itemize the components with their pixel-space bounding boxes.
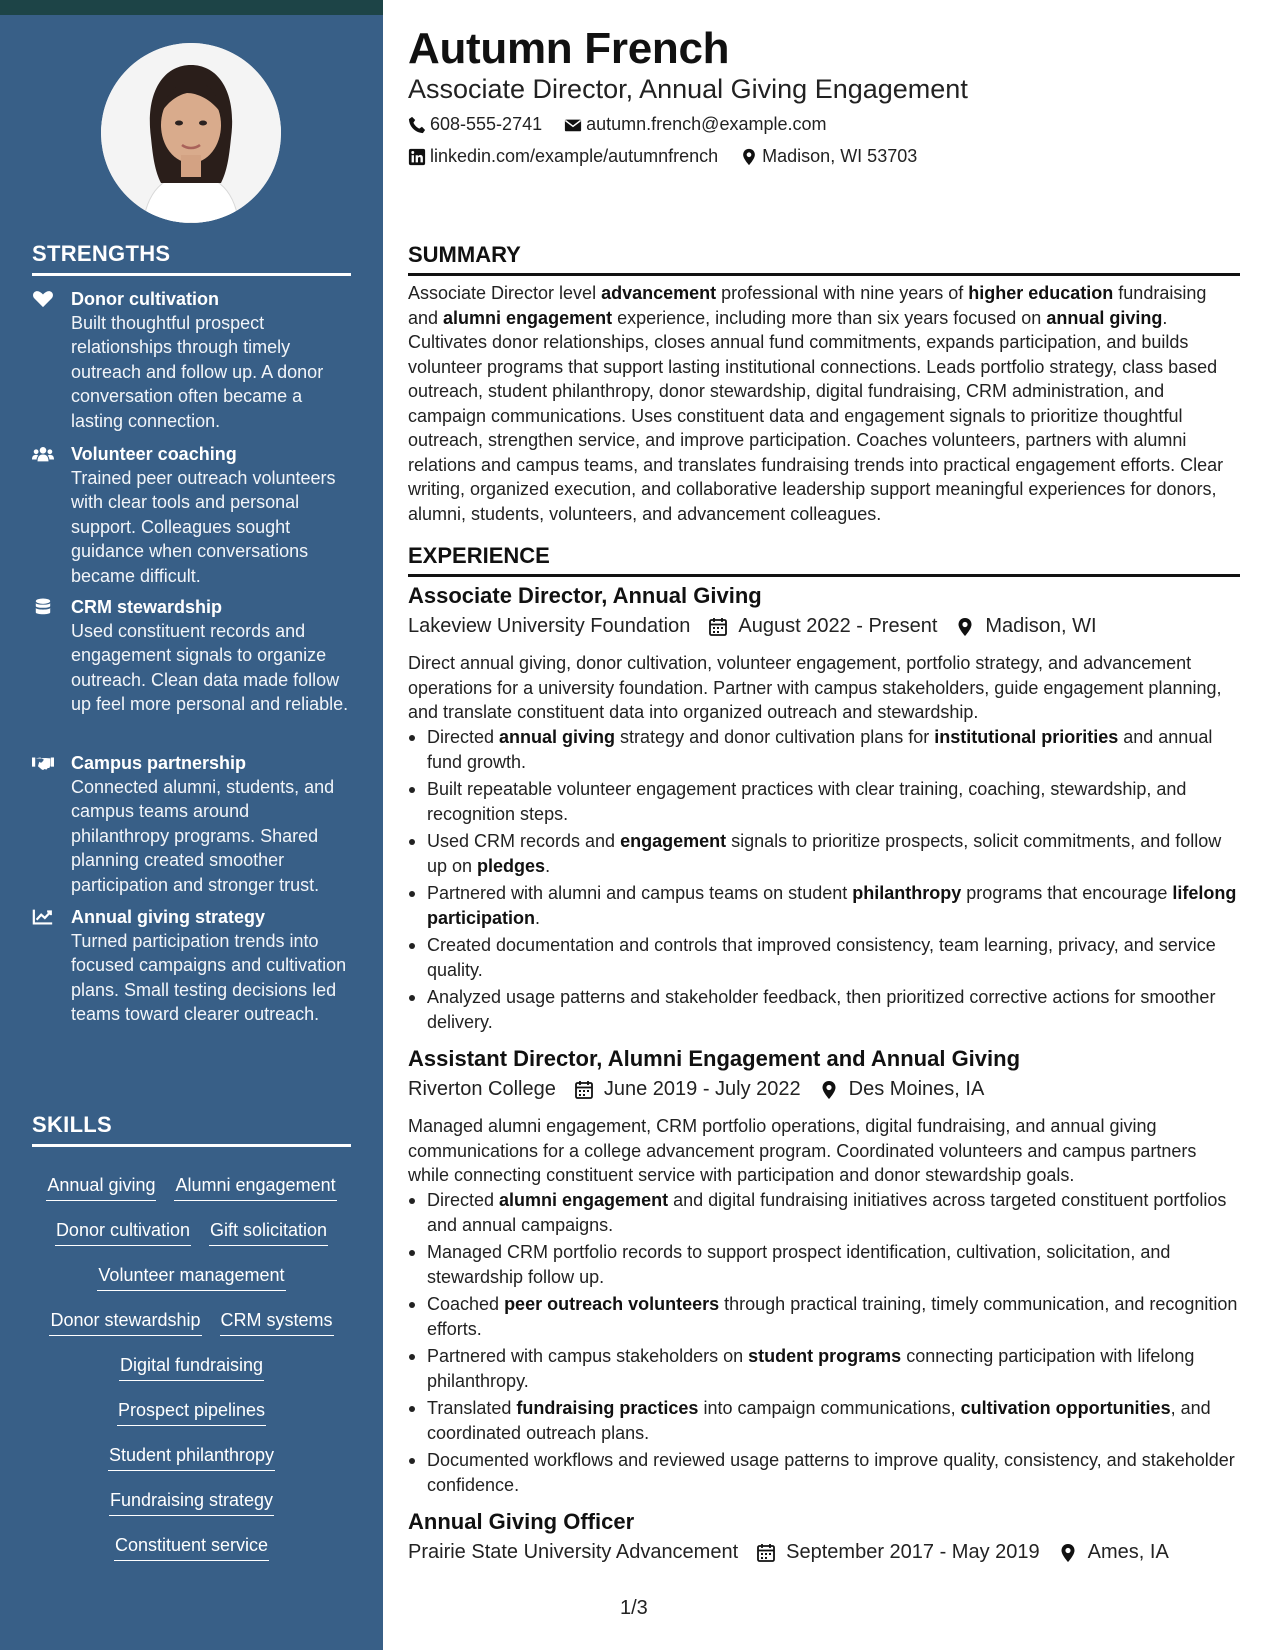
body-text: Documented workflows and reviewed usage patterns to improve quality, consistency, and stakeholder confidence. bbox=[427, 1450, 1235, 1495]
job-org: Prairie State University Advancement bbox=[408, 1541, 739, 1563]
body-text: signals to prioritize prospects, solicit commitments, and follow up on bbox=[427, 831, 1222, 876]
emphasis-text: engagement bbox=[620, 831, 727, 851]
job-title: Annual Giving Officer bbox=[408, 1509, 635, 1534]
skill-tag: Prospect pipelines bbox=[117, 1398, 266, 1426]
job-title: Assistant Director, Alumni Engagement and Annual Giving bbox=[408, 1046, 1021, 1071]
chart-line-icon bbox=[32, 908, 54, 926]
job-dates bbox=[574, 1078, 801, 1101]
emphasis-text: peer outreach volunteers bbox=[504, 1294, 720, 1314]
emphasis-text: philanthropy bbox=[852, 883, 962, 903]
emphasis-text: higher education bbox=[968, 283, 1114, 303]
body-text: Created documentation and controls that improved consistency, team learning, privacy, and service quality. bbox=[427, 935, 1216, 980]
job-dates bbox=[756, 1541, 1040, 1564]
strength-title: Donor cultivation bbox=[71, 289, 219, 309]
heart-icon bbox=[32, 290, 54, 308]
strength-item bbox=[32, 287, 352, 433]
map-pin-icon bbox=[955, 617, 975, 637]
emphasis-text: pledges bbox=[477, 855, 546, 876]
job-bullet bbox=[408, 1396, 1240, 1445]
job-dates-text: June 2019 - July 2022 bbox=[603, 1078, 801, 1100]
job-title: Associate Director, Annual Giving bbox=[408, 583, 762, 608]
skill-tag: Annual giving bbox=[46, 1173, 156, 1201]
strength-text: Connected alumni, students, and campus teams around philanthropy programs. Shared planning created smoother participation and stronger trust. bbox=[71, 777, 335, 895]
skill-tag: Alumni engagement bbox=[174, 1173, 336, 1201]
skill-tag: Constituent service bbox=[114, 1533, 269, 1561]
page-number: 1/3 bbox=[620, 1597, 648, 1619]
job-location-text: Madison, WI bbox=[985, 615, 1097, 637]
emphasis-text: lifelong participation bbox=[427, 883, 1237, 928]
job-bullet bbox=[408, 881, 1240, 930]
skill-tag: CRM systems bbox=[220, 1308, 334, 1336]
body-text: , and coordinated outreach plans. bbox=[427, 1398, 1211, 1443]
skill-row bbox=[32, 1263, 351, 1308]
skill-tag: Donor cultivation bbox=[55, 1218, 191, 1246]
emphasis-text: institutional priorities bbox=[934, 727, 1119, 747]
summary-heading: SUMMARY bbox=[408, 242, 1240, 276]
body-text: Managed CRM portfolio records to support prospect identification, cultivation, solicitation, and stewardship follow up. bbox=[427, 1242, 1171, 1287]
job-bullet bbox=[408, 725, 1240, 774]
emphasis-text: annual giving bbox=[1046, 307, 1163, 328]
job-location bbox=[955, 615, 1096, 638]
strength-title: Volunteer coaching bbox=[71, 444, 237, 464]
skill-row bbox=[32, 1353, 351, 1398]
handshake-icon bbox=[32, 754, 54, 772]
job-bullet bbox=[408, 985, 1240, 1034]
body-text: . bbox=[545, 855, 551, 876]
calendar-icon bbox=[708, 617, 728, 637]
strength-item bbox=[32, 442, 352, 588]
map-pin-icon bbox=[819, 1080, 839, 1100]
body-text: Translated bbox=[427, 1398, 517, 1418]
job-location bbox=[819, 1078, 985, 1101]
envelope-icon bbox=[564, 116, 582, 134]
strength-title: CRM stewardship bbox=[71, 597, 223, 617]
job-bullet bbox=[408, 829, 1240, 878]
body-text: fundraising and bbox=[408, 283, 1207, 328]
candidate-name: Autumn French bbox=[408, 24, 730, 73]
sidebar-top-bar bbox=[0, 0, 383, 15]
body-text: . Cultivates donor relationships, closes annual fund commitments, expands participation, and builds volunteer programs that support lasting institutional connections. Leads portfolio strategy, class based outreach, student philanthropy, donor stewardship, digital fundraising, CRM administration, and campaign communications. Uses constituent data and engagement signals to prioritize thoughtful outreach, strengthen service, and improve participation. Coaches volunteers, partners with alumni relations and campus teams, and translates fundraising trends into practical engagement efforts. Clear writing, organized execution, and collaborative leadership support meaningful experiences for donors, alumni, students, volunteers, and advancement colleagues. bbox=[408, 307, 1224, 524]
skill-row bbox=[32, 1533, 351, 1578]
body-text: Used CRM records and bbox=[427, 831, 621, 851]
sidebar bbox=[0, 15, 383, 1650]
linkedin-contact[interactable] bbox=[408, 146, 718, 167]
skill-tag: Donor stewardship bbox=[49, 1308, 201, 1336]
emphasis-text: advancement bbox=[601, 283, 717, 303]
job-bullets bbox=[408, 725, 1240, 1037]
skill-row bbox=[32, 1173, 351, 1218]
job-dates-text: September 2017 - May 2019 bbox=[786, 1541, 1040, 1563]
emphasis-text: student programs bbox=[748, 1346, 902, 1366]
body-text: professional with nine years of bbox=[716, 283, 969, 303]
skill-tag: Fundraising strategy bbox=[109, 1488, 274, 1516]
skill-row bbox=[32, 1488, 351, 1533]
experience-heading: EXPERIENCE bbox=[408, 543, 1240, 577]
skill-tag: Volunteer management bbox=[97, 1263, 285, 1291]
email-text[interactable]: autumn.french@example.com bbox=[586, 114, 827, 134]
database-icon bbox=[32, 598, 54, 616]
job-location bbox=[1058, 1541, 1169, 1564]
job-bullet bbox=[408, 1292, 1240, 1341]
skill-row bbox=[32, 1218, 351, 1263]
job-bullets bbox=[408, 1188, 1240, 1500]
calendar-icon bbox=[756, 1543, 776, 1563]
email-contact[interactable] bbox=[564, 114, 826, 135]
strength-text: Used constituent records and engagement signals to organize outreach. Clean data made follow up feel more personal and reliable. bbox=[71, 621, 349, 715]
job-meta bbox=[408, 1541, 1187, 1564]
body-text: Partnered with alumni and campus teams on student bbox=[427, 883, 853, 903]
body-text: Partnered with campus stakeholders on bbox=[427, 1346, 749, 1366]
location-contact bbox=[740, 146, 917, 167]
map-pin-icon bbox=[740, 148, 758, 166]
body-text: Built repeatable volunteer engagement practices with clear training, coaching, stewardship, and recognition steps. bbox=[427, 779, 1187, 824]
emphasis-text: alumni engagement bbox=[443, 307, 613, 328]
job-bullet bbox=[408, 777, 1240, 826]
skill-row bbox=[32, 1443, 351, 1488]
strength-item bbox=[32, 905, 352, 1027]
phone-icon bbox=[408, 116, 426, 134]
job-location-text: Ames, IA bbox=[1087, 1541, 1169, 1563]
emphasis-text: annual giving bbox=[499, 727, 616, 747]
job-location-text: Des Moines, IA bbox=[848, 1078, 985, 1100]
skill-row bbox=[32, 1308, 351, 1353]
skills-list bbox=[32, 1173, 351, 1578]
job-meta bbox=[408, 615, 1115, 638]
body-text: Directed bbox=[427, 1190, 500, 1210]
body-text: programs that encourage bbox=[961, 883, 1173, 903]
body-text: and digital fundraising initiatives across targeted constituent portfolios and annual campaigns. bbox=[427, 1190, 1227, 1235]
job-bullet bbox=[408, 1240, 1240, 1289]
body-text: strategy and donor cultivation plans for bbox=[615, 727, 935, 747]
summary-text bbox=[408, 281, 1240, 526]
body-text: and annual fund growth. bbox=[427, 727, 1213, 772]
strength-item bbox=[32, 751, 352, 897]
body-text: experience, including more than six years focused on bbox=[612, 307, 1047, 328]
contact-row bbox=[408, 146, 939, 167]
emphasis-text: cultivation opportunities bbox=[960, 1398, 1171, 1418]
skills-heading: SKILLS bbox=[32, 1112, 351, 1147]
skill-tag: Digital fundraising bbox=[119, 1353, 264, 1381]
linkedin-text[interactable]: linkedin.com/example/autumnfrench bbox=[430, 146, 719, 166]
job-org: Riverton College bbox=[408, 1078, 556, 1100]
contact-row bbox=[408, 114, 849, 135]
body-text: Associate Director level bbox=[408, 283, 602, 303]
body-text: Directed bbox=[427, 727, 500, 747]
strength-item bbox=[32, 595, 352, 717]
job-description: Direct annual giving, donor cultivation, volunteer engagement, portfolio strategy, and advancement operations for a university foundation. Partner with campus stakeholders, guide engagement planning, and translate constituent data into organized outreach and stewardship. bbox=[408, 653, 1222, 722]
linkedin-icon bbox=[408, 148, 426, 166]
job-description: Managed alumni engagement, CRM portfolio operations, digital fundraising, and annual giving communications for a college advancement program. Coordinated volunteers and campus partners while connecting constituent service with participation and donor stewardship goals. bbox=[408, 1116, 1197, 1185]
job-meta bbox=[408, 1078, 1002, 1101]
skill-tag: Gift solicitation bbox=[209, 1218, 328, 1246]
body-text: connecting participation with lifelong philanthropy. bbox=[427, 1346, 1195, 1391]
strength-title: Campus partnership bbox=[71, 753, 247, 773]
strength-text: Trained peer outreach volunteers with clear tools and personal support. Colleagues sought guidance when conversations became difficult. bbox=[71, 468, 336, 586]
job-org: Lakeview University Foundation bbox=[408, 615, 691, 637]
location-text: Madison, WI 53703 bbox=[762, 146, 918, 166]
skill-tag: Student philanthropy bbox=[108, 1443, 275, 1471]
job-bullet bbox=[408, 1344, 1240, 1393]
body-text: Analyzed usage patterns and stakeholder feedback, then prioritized corrective actions for smoother delivery. bbox=[427, 987, 1216, 1032]
phone-text: 608-555-2741 bbox=[430, 114, 543, 134]
phone-contact bbox=[408, 114, 542, 135]
strength-title: Annual giving strategy bbox=[71, 907, 266, 927]
profile-photo bbox=[101, 43, 281, 223]
body-text: . bbox=[535, 907, 541, 928]
candidate-title: Associate Director, Annual Giving Engagement bbox=[408, 74, 968, 104]
body-text: through practical training, timely communication, and recognition efforts. bbox=[427, 1294, 1238, 1339]
strength-text: Built thoughtful prospect relationships through timely outreach and follow up. A donor conversation often became a lasting connection. bbox=[71, 313, 324, 431]
emphasis-text: alumni engagement bbox=[499, 1190, 669, 1210]
map-pin-icon bbox=[1058, 1543, 1078, 1563]
job-bullet bbox=[408, 1188, 1240, 1237]
skill-row bbox=[32, 1398, 351, 1443]
body-text: into campaign communications, bbox=[698, 1398, 961, 1418]
job-dates bbox=[708, 615, 937, 638]
strengths-heading: STRENGTHS bbox=[32, 241, 351, 276]
body-text: Coached bbox=[427, 1294, 505, 1314]
job-dates-text: August 2022 - Present bbox=[738, 615, 938, 637]
job-bullet bbox=[408, 933, 1240, 982]
emphasis-text: fundraising practices bbox=[516, 1398, 699, 1418]
strength-text: Turned participation trends into focused campaigns and cultivation plans. Small testing decisions led teams toward clearer outreach. bbox=[71, 931, 347, 1025]
calendar-icon bbox=[574, 1080, 594, 1100]
users-icon bbox=[32, 445, 54, 463]
job-bullet bbox=[408, 1448, 1240, 1497]
